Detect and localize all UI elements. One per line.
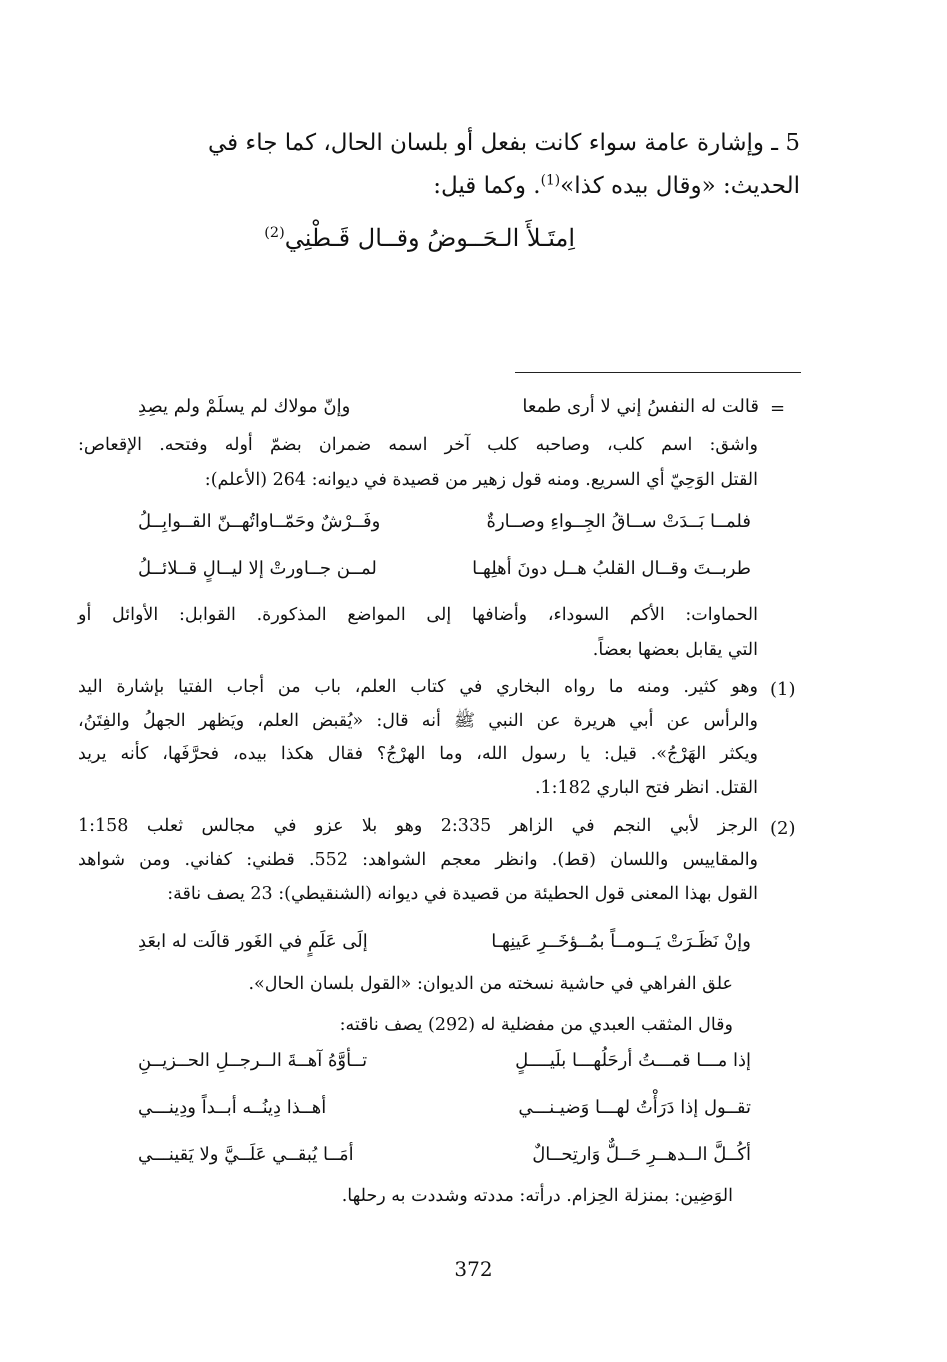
cont-verse2-left: وفَــرْشٌ وحَمّــاواتُهــنّ القــوابِــلُ [138, 511, 381, 532]
fn2-gloss: الوَضِين: بمنزلة الحِزام. درأته: مددته وشددت به رحلها. [341, 1186, 733, 1206]
footnote-1-line-4: القتل. انظر فتح الباري 1:182. [534, 778, 758, 798]
cont-verse3-left: لمــن جــاورتْ إلا ليــالٍ قــلائــلُ [138, 558, 377, 579]
main-text-line-2 [78, 172, 800, 199]
footnote-ref-2: (2) [264, 225, 285, 241]
fn2-verse3-right: تقــول إذا دَرَأْتُ لهـــا وَضيـنـــي [518, 1097, 751, 1118]
fn2-verse4-left: أمَــا يُبقــي عَلَــيَّ ولا يَقينـــي [138, 1144, 354, 1165]
footnote-2-line-1: الرجز لأبي النجم في الزاهر 2:335 وهو بلا عزو في مجالس ثعلب 1:158 [78, 816, 758, 836]
continuation-marker: = [770, 398, 786, 419]
fn2-note-1: علق الفراهي في حاشية نسخته من الديوان: «القول بلسان الحال». [248, 974, 733, 994]
fn2-note-2: وقال المثقب العبدي من مفضلية له (292) يصف ناقته: [339, 1015, 733, 1035]
main-text-line-2-b: . وكما قيل: [433, 173, 541, 199]
footnote-2-number: (2) [770, 818, 796, 839]
cont-verse3-right: طربــتَ وقــال القلبُ هــل دونَ أهلِهـا [472, 558, 751, 579]
fn2-verse2-right: إذا مـــا قمـــتُ أرحَلُهـــا بلَيــــلٍ [515, 1050, 751, 1071]
footnote-2-line-2: والمقاييس واللسان (قط). وانظر معجم الشواهد: 552. قطني: كفاني. ومن شواهد [78, 850, 759, 870]
main-verse [250, 226, 575, 250]
footnote-2-line-3: القول بهذا المعنى قول الحطيئة من قصيدة في ديوانه (الشنقيطي): 23 يصف ناقة: [167, 884, 758, 904]
footnote-1-number: (1) [770, 679, 796, 700]
footnote-separator [515, 372, 801, 373]
fn2-verse1-left: إلَى عَلَمٍ في الغَور قالَت له ابعَدِ [138, 931, 368, 952]
cont-verse2-right: فلمــا بَــدَتْ ســاقُ الجِــواءِ وصــارةٌ [486, 511, 751, 532]
cont-after-2: التي يقابل بعضها بعضاً. [592, 640, 758, 660]
page-number: 372 [454, 1257, 493, 1281]
fn2-verse1-right: وإنْ نَظَـرَتْ يَــومــاً بمُــؤخَــرِ عَينِهـا [491, 931, 751, 952]
main-verse-text: اِمتَـلأَ الـحَــوضُ وقــال قَـطْنِي [284, 224, 575, 252]
cont-line-1: واشق: اسم كلب، وصاحبه كلب آخر اسمه ضمران بضمّ أوله وفتحه. الإقعاص: [78, 435, 758, 455]
main-text-line-2-a: الحديث: «وقال بيده كذا» [560, 173, 800, 199]
footnote-1-line-3: ويكثر الهَرْجُ». قيل: يا رسول الله، وما الهرْجُ؟ فقال هكذا بيده، فحرَّفَها، كأنه يريد [78, 744, 758, 764]
footnote-1-line-1: وهو كثير. ومنه ما رواه البخاري في كتاب العلم، باب من أجاب الفتيا بإشارة اليد [78, 677, 758, 697]
footnote-1-line-2: والرأس عن أبي هريرة عن النبي ﷺ أنه قال: «يُقبض العلم، ويَظهر الجهلُ والفِتَنُ، [78, 711, 758, 731]
cont-after-1: الحماوات: الأكم السوداء، وأضافها إلى المواضع المذكورة. القوابل: الأوائل أو [78, 605, 758, 625]
footnote-ref-1: (1) [540, 172, 561, 189]
cont-line-2: القتل الوَحِيّ أي السريع. ومنه قول زهير من قصيدة في ديوانه: 264 (الأعلم): [204, 470, 758, 490]
cont-verse1-left: وإنّ مولاك لم يسلَمْ ولم يصِدِ [138, 396, 351, 417]
fn2-verse4-right: أكُــلَّ الــدهــرِ حَــلٌّ وَارتِحــالٌ [532, 1144, 751, 1165]
fn2-verse2-left: تــأوَّهُ آهــةَ الــرجــلِ الحــزيــنِ [138, 1050, 368, 1071]
cont-verse1-right: قالت له النفسُ إني لا أرى طمعا [522, 396, 759, 417]
main-text-line-1: 5 ـ وإشارة عامة سواء كانت بفعل أو بلسان الحال، كما جاء في [207, 130, 800, 156]
fn2-verse3-left: أهــذا دِينُــه أبــداً ودِينـــي [138, 1097, 327, 1118]
